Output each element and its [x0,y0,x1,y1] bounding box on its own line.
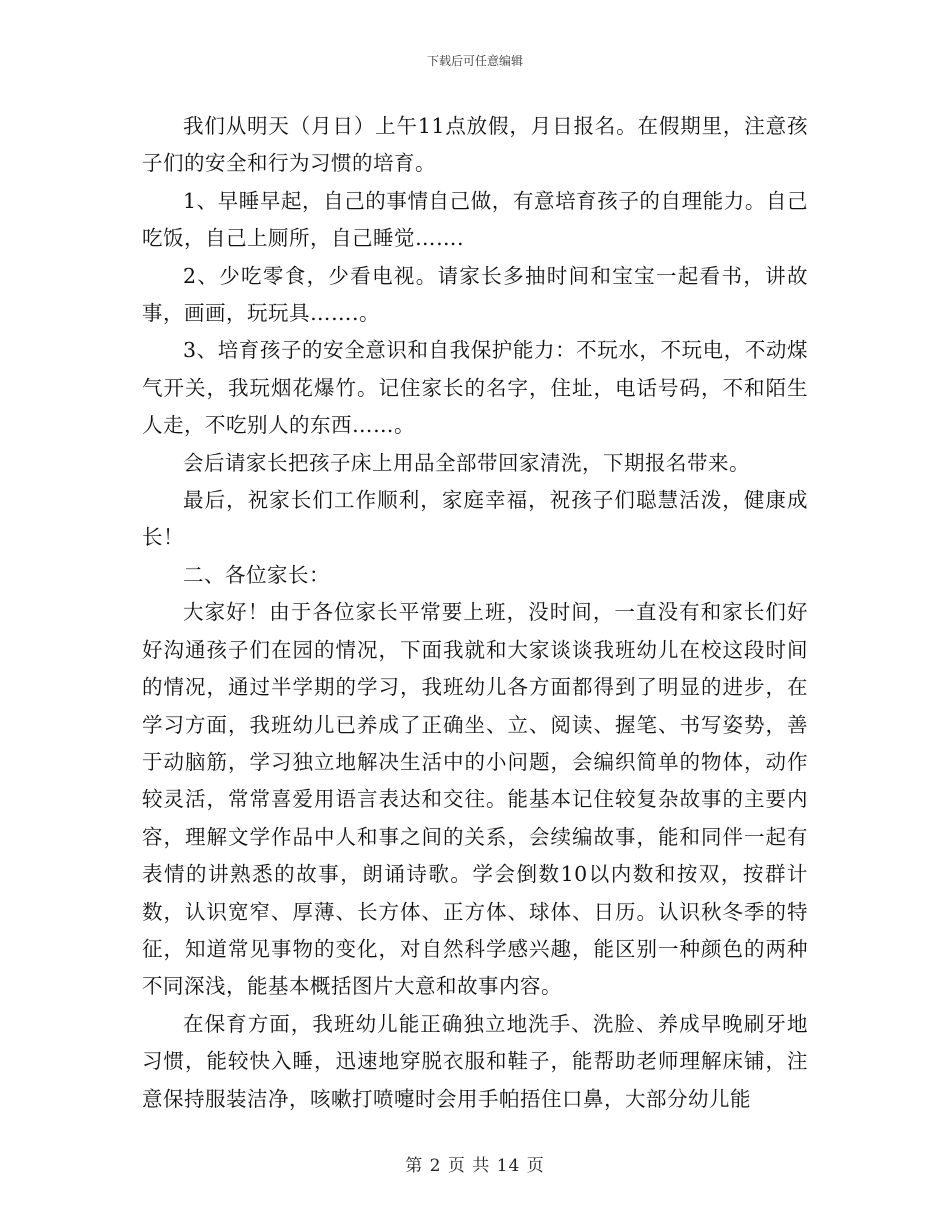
paragraph-care: 在保育方面，我班幼儿能正确独立地洗手、洗脸、养成早晚刷牙地习惯，能较快入睡，迅速地穿脱衣服和鞋子，能帮助老师理解床铺，注意保持服装洁净，咳嗽打喷嚏时会用手帕捂住口鼻，大部分幼儿能 [142,1011,808,1111]
document-body [142,108,808,1118]
paragraph-item-3: 3、培育孩子的安全意识和自我保护能力：不玩水，不玩电，不动煤气开关，我玩烟花爆竹。记住家长的名字，住址，电话号码，不和陌生人走，不吃别人的东西……。 [142,338,808,438]
paragraph-item-2: 2、少吃零食，少看电视。请家长多抽时间和宝宝一起看书，讲故事，画画，玩玩具…….。 [142,263,808,326]
page-header-note: 下载后可任意编辑 [426,54,523,68]
paragraph-item-1: 1、早睡早起，自己的事情自己做，有意培育孩子的自理能力。自己吃饭，自己上厕所，自己睡觉……. [142,188,808,251]
paragraph-bedding: 会后请家长把孩子床上用品全部带回家清洗，下期报名带来。 [183,450,750,475]
paragraph-closing: 最后，祝家长们工作顺利，家庭幸福，祝孩子们聪慧活泼，健康成长！ [142,488,808,550]
section-heading-2: 二、各位家长： [183,562,330,587]
paragraph-holiday-notice: 我们从明天（月日）上午11点放假，月日报名。在假期里，注意孩子们的安全和行为习惯的培育。 [142,114,808,176]
page-number: 第 2 页 共 14 页 [405,1156,545,1176]
paragraph-learning: 大家好！由于各位家长平常要上班，没时间，一直没有和家长们好好沟通孩子们在园的情况，下面我就和大家谈谈我班幼儿在校这段时间的情况，通过半学期的学习，我班幼儿各方面都得到了明显的进步，在学习方面，我班幼儿已养成了正确坐、立、阅读、握笔、书写姿势，善于动脑筋，学习独立地解决生活中的小问题，会编织简单的物体，动作较灵活，常常喜爱用语言表达和交往。能基本记住较复杂故事的主要内容，理解文学作品中人和事之间的关系，会续编故事，能和同伴一起有表情的讲熟悉的故事，朗诵诗歌。学会倒数10以内数和按双，按群计数，认识宽窄、厚薄、长方体、正方体、球体、日历。认识秋冬季的特征，知道常见事物的变化，对自然科学感兴趣，能区别一种颜色的两种不同深浅，能基本概括图片大意和故事内容。 [142,600,808,999]
